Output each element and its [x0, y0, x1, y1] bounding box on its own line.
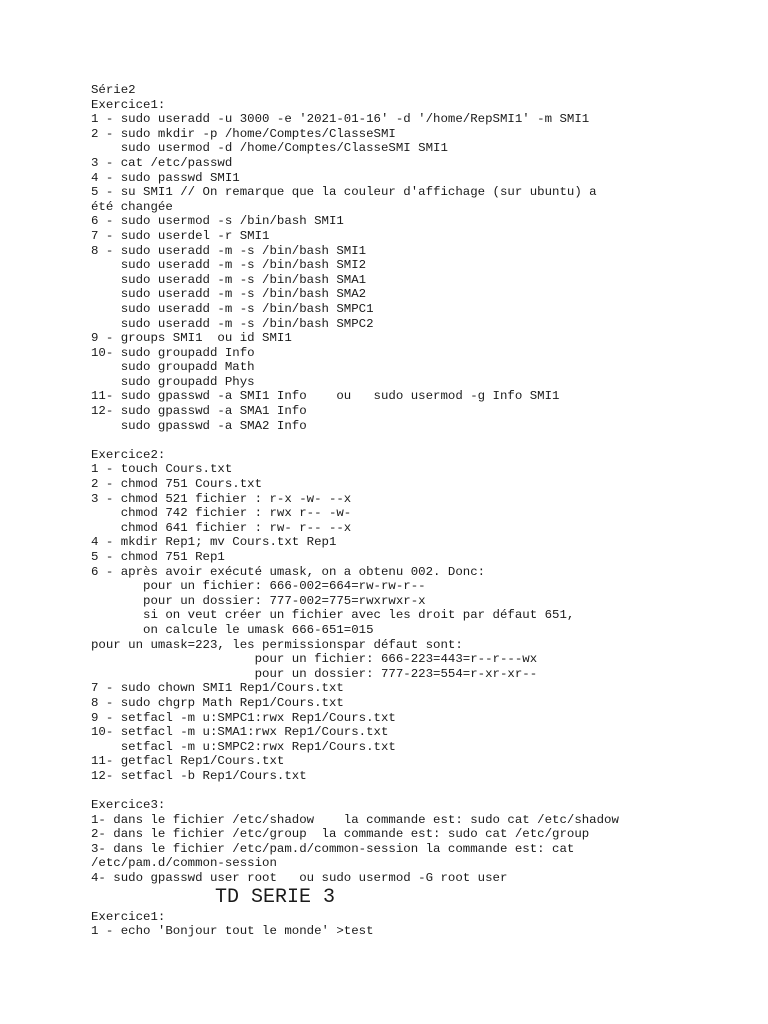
text-line: sudo useradd -m -s /bin/bash SMPC1: [91, 301, 374, 316]
text-line: 5 - chmod 751 Rep1: [91, 550, 225, 564]
text-line: 2- dans le fichier /etc/group la commande est: sudo cat /etc/group: [91, 827, 590, 842]
text-line: 8 - sudo chgrp Math Rep1/Cours.txt: [91, 695, 344, 710]
text-line: si on veut créer un fichier avec les droit par défaut 651,: [91, 608, 575, 623]
text-line: pour un fichier: 666-002=664=rw-rw-r--: [91, 579, 426, 594]
text-line: sudo groupadd Phys: [91, 374, 255, 389]
text-line: chmod 641 fichier : rw- r-- --x: [91, 520, 352, 535]
text-line: 6 - sudo usermod -s /bin/bash SMI1: [91, 214, 344, 229]
text-line: 10- sudo groupadd Info: [91, 345, 255, 360]
text-line: Exercice1:: [91, 97, 166, 112]
text-line: sudo usermod -d /home/Comptes/ClasseSMI SMI1: [91, 141, 448, 156]
text-line: 9 - setfacl -m u:SMPC1:rwx Rep1/Cours.txt: [91, 710, 396, 725]
text-line: pour un umask=223, les permissionspar défaut sont:: [91, 637, 463, 652]
text-line: 7 - sudo chown SMI1 Rep1/Cours.txt: [91, 681, 344, 696]
text-line: chmod 742 fichier : rwx r-- -w-: [91, 506, 352, 521]
text-line: été changée: [91, 199, 173, 214]
exercise-text-block-continued: [91, 910, 751, 939]
text-line: 4 - sudo passwd SMI1: [91, 170, 240, 185]
text-line: sudo useradd -m -s /bin/bash SMA1: [91, 272, 367, 287]
exercise-text-block: [91, 83, 751, 886]
text-line: 3 - cat /etc/passwd: [91, 155, 233, 170]
text-line: 4- sudo gpasswd user root ou sudo usermod -G root user: [91, 871, 508, 886]
text-line: 11- getfacl Rep1/Cours.txt: [91, 754, 285, 769]
text-line: 1 - touch Cours.txt: [91, 462, 233, 477]
text-line: 2 - chmod 751 Cours.txt: [91, 477, 263, 492]
text-line: 3 - chmod 521 fichier : r-x -w- --x: [91, 491, 352, 506]
text-line: 2 - sudo mkdir -p /home/Comptes/ClasseSMI: [91, 126, 396, 141]
text-line: /etc/pam.d/common-session: [91, 856, 277, 871]
text-line: sudo useradd -m -s /bin/bash SMI2: [91, 258, 367, 273]
document-page: [91, 83, 751, 939]
text-line: 8 - sudo useradd -m -s /bin/bash SMI1: [91, 243, 367, 258]
text-line: pour un dossier: 777-223=554=r-xr-xr--: [91, 666, 538, 681]
text-line: 5 - su SMI1 // On remarque que la couleur d'affichage (sur ubuntu) a: [91, 185, 597, 200]
text-line: Série2: [91, 83, 136, 97]
text-line: 4 - mkdir Rep1; mv Cours.txt Rep1: [91, 535, 337, 550]
text-line: 6 - après avoir exécuté umask, on a obtenu 002. Donc:: [91, 564, 486, 579]
text-line: 11- sudo gpasswd -a SMI1 Info ou sudo usermod -g Info SMI1: [91, 389, 560, 404]
blank-line: [91, 433, 751, 448]
text-line: Exercice2:: [91, 447, 166, 462]
text-line: Exercice1:: [91, 909, 166, 924]
text-line: sudo gpasswd -a SMA2 Info: [91, 418, 307, 433]
text-line: 9 - groups SMI1 ou id SMI1: [91, 331, 292, 346]
text-line: setfacl -m u:SMPC2:rwx Rep1/Cours.txt: [91, 739, 396, 754]
blank-line: [91, 784, 751, 799]
text-line: 10- setfacl -m u:SMA1:rwx Rep1/Cours.txt: [91, 725, 389, 740]
text-line: on calcule le umask 666-651=015: [91, 622, 374, 637]
text-line: pour un fichier: 666-223=443=r--r---wx: [91, 652, 538, 667]
text-line: 1 - echo 'Bonjour tout le monde' >test: [91, 924, 374, 939]
text-line: sudo useradd -m -s /bin/bash SMPC2: [91, 316, 374, 331]
text-line: sudo groupadd Math: [91, 360, 255, 375]
text-line: pour un dossier: 777-002=775=rwxrwxr-x: [91, 593, 426, 608]
text-line: 12- sudo gpasswd -a SMA1 Info: [91, 404, 307, 419]
text-line: 1 - sudo useradd -u 3000 -e '2021-01-16' -d '/home/RepSMI1' -m SMI1: [91, 112, 590, 127]
text-line: sudo useradd -m -s /bin/bash SMA2: [91, 287, 367, 302]
text-line: Exercice3:: [91, 798, 166, 813]
text-line: 3- dans le fichier /etc/pam.d/common-session la commande est: cat: [91, 841, 575, 856]
section-heading: TD SERIE 3: [215, 885, 336, 909]
text-line: 7 - sudo userdel -r SMI1: [91, 228, 270, 243]
text-line: 12- setfacl -b Rep1/Cours.txt: [91, 768, 307, 783]
text-line: 1- dans le fichier /etc/shadow la commande est: sudo cat /etc/shadow: [91, 812, 619, 827]
